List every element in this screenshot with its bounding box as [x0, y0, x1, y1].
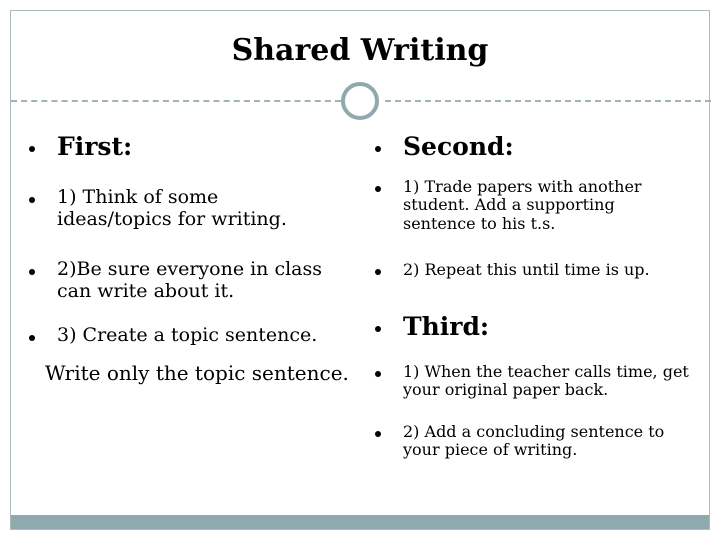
- left-note: Write only the topic sentence.: [45, 361, 349, 385]
- bullet-icon: [29, 146, 35, 152]
- left-item-3-text: 3) Create a topic sentence.: [57, 324, 318, 346]
- heading-second: Second:: [403, 132, 514, 161]
- bullet-icon: [29, 269, 35, 275]
- bullet-icon: [375, 186, 381, 192]
- left-item-2: [29, 259, 329, 303]
- right-heading-third: [375, 313, 695, 342]
- bullet-icon: [375, 371, 381, 377]
- bullet-icon: [375, 269, 381, 275]
- right-item-3-text: 1) When the teacher calls time, get your original paper back.: [403, 362, 689, 400]
- right-heading-second: [375, 133, 695, 162]
- left-item-3: [29, 325, 349, 347]
- footer-bar: [11, 515, 709, 529]
- left-item-1-text: 1) Think of some ideas/topics for writing.: [57, 186, 287, 230]
- right-item-3: [375, 363, 695, 400]
- right-item-2: [375, 261, 695, 279]
- bullet-icon: [29, 197, 35, 203]
- slide-title: Shared Writing: [231, 33, 489, 68]
- left-item-2-text: 2)Be sure everyone in class can write about it.: [57, 258, 322, 302]
- bullet-icon: [375, 146, 381, 152]
- right-item-4: [375, 423, 695, 460]
- ring-ornament: [341, 82, 379, 120]
- right-item-4-text: 2) Add a concluding sentence to your piece of writing.: [403, 422, 665, 460]
- divider-right: [385, 100, 711, 102]
- heading-first: First:: [57, 132, 133, 161]
- bullet-icon: [375, 431, 381, 437]
- left-item-1: [29, 187, 329, 231]
- heading-third: Third:: [403, 312, 490, 341]
- slide: [10, 10, 710, 530]
- right-item-2-text: 2) Repeat this until time is up.: [403, 260, 650, 279]
- right-item-1: [375, 178, 695, 233]
- bullet-icon: [29, 335, 35, 341]
- bullet-icon: [375, 326, 381, 332]
- right-item-1-text: 1) Trade papers with another student. Add a supporting sentence to his t.s.: [403, 177, 642, 233]
- divider-left: [11, 100, 341, 102]
- left-heading-first: [29, 133, 329, 162]
